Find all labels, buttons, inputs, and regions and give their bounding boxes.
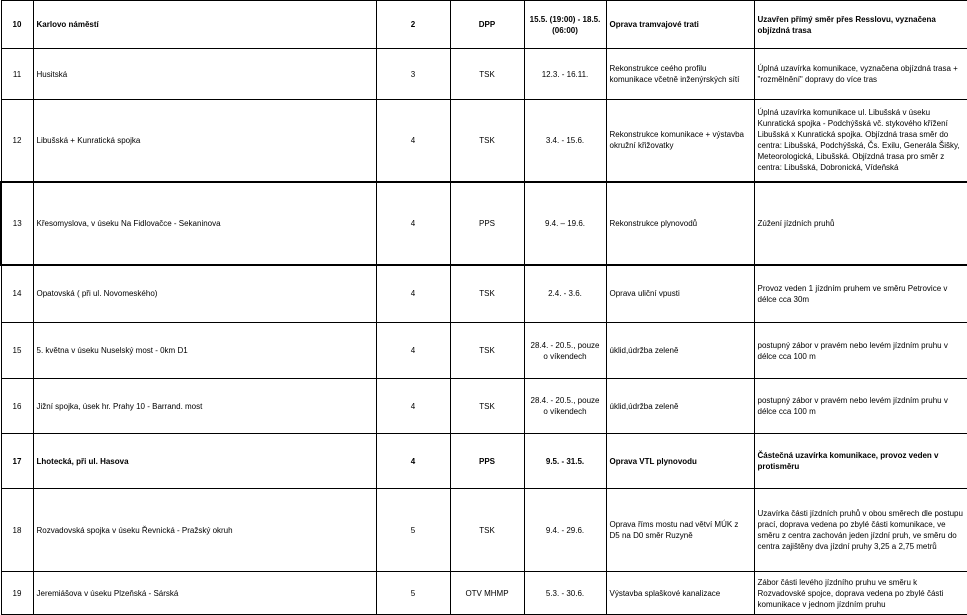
- organizer-cell: TSK: [450, 100, 524, 182]
- location-cell: Jižní spojka, úsek hr. Prahy 10 - Barrand. most: [33, 379, 376, 434]
- table-row: [1, 434, 967, 489]
- organizer-cell: TSK: [450, 49, 524, 100]
- organizer-cell: OTV MHMP: [450, 572, 524, 615]
- work-cell: úklid,údržba zeleně: [606, 323, 754, 379]
- period-cell: 2.4. - 3.6.: [524, 265, 606, 323]
- row-number: 14: [1, 265, 33, 323]
- work-cell: Oprava uliční vpusti: [606, 265, 754, 323]
- period-cell: 9.5. - 31.5.: [524, 434, 606, 489]
- period-cell: 28.4. - 20.5., pouze o víkendech: [524, 379, 606, 434]
- row-number: 15: [1, 323, 33, 379]
- priority-cell: 4: [376, 434, 450, 489]
- location-cell: 5. května v úseku Nuselský most - 0km D1: [33, 323, 376, 379]
- note-cell: Úplná uzavírka komunikace, vyznačena objízdná trasa + "rozmělnění" dopravy do více tras: [754, 49, 967, 100]
- row-number: 10: [1, 1, 33, 49]
- organizer-cell: TSK: [450, 379, 524, 434]
- note-cell: postupný zábor v pravém nebo levém jízdním pruhu v délce cca 100 m: [754, 379, 967, 434]
- location-cell: Husitská: [33, 49, 376, 100]
- table-row: [1, 100, 967, 182]
- organizer-cell: PPS: [450, 434, 524, 489]
- location-cell: Křesomyslova, v úseku Na Fidlovačce - Sekaninova: [33, 182, 376, 265]
- row-number: 17: [1, 434, 33, 489]
- period-cell: 28.4. - 20.5., pouze o víkendech: [524, 323, 606, 379]
- work-cell: Rekonstrukce ceého profilu komunikace včetně inženýrských sítí: [606, 49, 754, 100]
- organizer-cell: TSK: [450, 265, 524, 323]
- period-cell: 5.3. - 30.6.: [524, 572, 606, 615]
- period-cell: 9.4. – 19.6.: [524, 182, 606, 265]
- note-cell: Zábor části levého jízdního pruhu ve směru k Rozvadovské spojce, doprava vedena po zbylé části komunikace v jednom jízdním pruhu: [754, 572, 967, 615]
- priority-cell: 4: [376, 265, 450, 323]
- priority-cell: 2: [376, 1, 450, 49]
- table-row: [1, 182, 967, 265]
- table-row: [1, 265, 967, 323]
- period-cell: 12.3. - 16.11.: [524, 49, 606, 100]
- table-row: [1, 323, 967, 379]
- organizer-cell: TSK: [450, 489, 524, 572]
- organizer-cell: TSK: [450, 323, 524, 379]
- priority-cell: 3: [376, 49, 450, 100]
- row-number: 19: [1, 572, 33, 615]
- row-number: 16: [1, 379, 33, 434]
- note-cell: Provoz veden 1 jízdním pruhem ve směru Petrovice v délce cca 30m: [754, 265, 967, 323]
- row-number: 18: [1, 489, 33, 572]
- note-cell: Částečná uzavírka komunikace, provoz veden v protisměru: [754, 434, 967, 489]
- note-cell: Zúžení jízdních pruhů: [754, 182, 967, 265]
- priority-cell: 5: [376, 489, 450, 572]
- row-number: 12: [1, 100, 33, 182]
- location-cell: Jeremiášova v úseku Plzeňská - Sárská: [33, 572, 376, 615]
- work-cell: Výstavba splaškové kanalizace: [606, 572, 754, 615]
- row-number: 11: [1, 49, 33, 100]
- note-cell: Uzavírka části jízdních pruhů v obou směrech dle postupu prací, doprava vedena po zbylé části komunikace, ve směru z centra zachován jeden jízdní pruh, ve směru do centra zajištěny dva jízdní pruhy 3,25 a 2,75 metrů: [754, 489, 967, 572]
- period-cell: 15.5. (19:00) - 18.5. (06:00): [524, 1, 606, 49]
- table-row: [1, 489, 967, 572]
- note-cell: Uzavřen přímý směr přes Resslovu, vyznačena objízdná trasa: [754, 1, 967, 49]
- table-row: [1, 1, 967, 49]
- work-cell: Oprava VTL plynovodu: [606, 434, 754, 489]
- location-cell: Rozvadovská spojka v úseku Řevnická - Pražský okruh: [33, 489, 376, 572]
- priority-cell: 5: [376, 572, 450, 615]
- work-cell: Oprava říms mostu nad větví MÚK z D5 na D0 směr Ruzyně: [606, 489, 754, 572]
- location-cell: Libušská + Kunratická spojka: [33, 100, 376, 182]
- location-cell: Karlovo náměstí: [33, 1, 376, 49]
- organizer-cell: DPP: [450, 1, 524, 49]
- priority-cell: 4: [376, 100, 450, 182]
- location-cell: Opatovská ( při ul. Novomeského): [33, 265, 376, 323]
- priority-cell: 4: [376, 323, 450, 379]
- priority-cell: 4: [376, 379, 450, 434]
- location-cell: Lhotecká, při ul. Hasova: [33, 434, 376, 489]
- row-number: 13: [1, 182, 33, 265]
- work-cell: úklid,údržba zeleně: [606, 379, 754, 434]
- note-cell: Úplná uzavírka komunikace ul. Libušská v úseku Kunratická spojka - Podchýšská vč. stykového křížení Libušská x Kunratická spojka. Objízdná trasa směr do centra: Libušská, Podchýšská, Čs. Exilu, Generála Šišky, Meteorologická, Libušská. Objízdná trasa pro směr z centra: Libušská, Dobronická, Vídeňská: [754, 100, 967, 182]
- table-row: [1, 49, 967, 100]
- work-cell: Rekonstrukce komunikace + výstavba okružní křižovatky: [606, 100, 754, 182]
- work-cell: Rekonstrukce plynovodů: [606, 182, 754, 265]
- note-cell: postupný zábor v pravém nebo levém jízdním pruhu v délce cca 100 m: [754, 323, 967, 379]
- priority-cell: 4: [376, 182, 450, 265]
- period-cell: 3.4. - 15.6.: [524, 100, 606, 182]
- period-cell: 9.4. - 29.6.: [524, 489, 606, 572]
- organizer-cell: PPS: [450, 182, 524, 265]
- table-row: [1, 572, 967, 615]
- work-cell: Oprava tramvajové trati: [606, 1, 754, 49]
- table-row: [1, 379, 967, 434]
